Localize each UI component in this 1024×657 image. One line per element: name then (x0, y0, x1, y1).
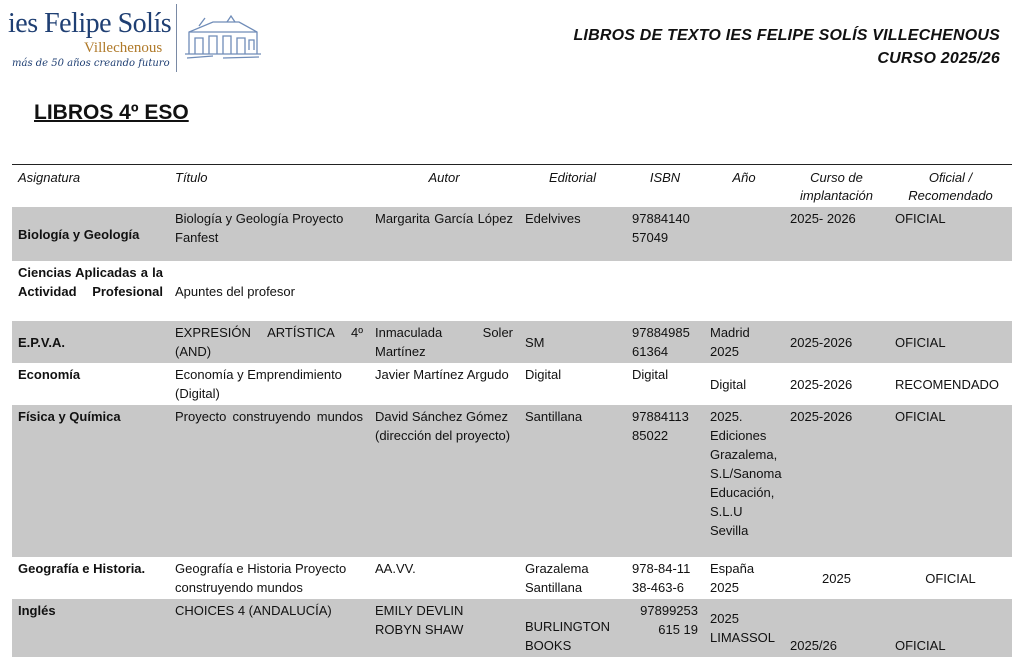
document-header (573, 24, 1000, 70)
building-sketch-icon (183, 14, 263, 60)
table-header-row (12, 165, 1012, 208)
table-row (12, 557, 1012, 599)
school-logo (8, 4, 176, 72)
cell-isbn (626, 261, 704, 321)
cell-autor: EMILY DEVLIN ROBYN SHAW (369, 599, 519, 657)
cell-titulo: Geografía e Historia Proyecto construyendo mundos (175, 561, 347, 595)
cell-oficial: OFICIAL (925, 570, 976, 586)
school-place: Villechenous (84, 40, 163, 56)
cell-titulo: Proyecto construyendo mundos (169, 405, 369, 557)
col-anio: Año (704, 165, 784, 208)
col-isbn: ISBN (626, 165, 704, 208)
cell-editorial: Grazalema Santillana (525, 561, 589, 595)
cell-isbn: 97884113 85022 (626, 405, 704, 557)
cell-autor: Margarita García López (369, 207, 519, 261)
cell-titulo: CHOICES 4 (ANDALUCÍA) (169, 599, 369, 657)
cell-curso: 2025/26 (784, 599, 889, 657)
cell-autor: Javier Martínez Argudo (375, 367, 509, 382)
cell-anio (704, 207, 784, 261)
cell-asignatura: E.P.V.A. (12, 321, 169, 363)
cell-autor (369, 261, 519, 321)
cell-isbn: 97899253 615 19 (626, 599, 704, 657)
col-autor: Autor (369, 165, 519, 208)
cell-asignatura: Inglés (12, 599, 169, 657)
logo-divider (176, 4, 177, 72)
books-table (12, 164, 1012, 657)
cell-asignatura: Biología y Geología (12, 207, 169, 261)
table-row (12, 363, 1012, 405)
cell-isbn: 97884140 57049 (626, 207, 704, 261)
cell-oficial: RECOMENDADO (895, 376, 1000, 392)
col-editorial: Editorial (519, 165, 626, 208)
cell-asignatura: Geografía e Historia. (18, 561, 146, 576)
cell-editorial (519, 261, 626, 321)
cell-editorial: Edelvives (519, 207, 626, 261)
cell-curso: 2025-2026 (790, 376, 853, 392)
cell-curso: 2025-2026 (784, 321, 889, 363)
cell-titulo: EXPRESIÓN ARTÍSTICA 4º (AND) (169, 321, 369, 363)
cell-oficial: OFICIAL (889, 207, 1012, 261)
cell-anio: Madrid 2025 (704, 321, 784, 363)
cell-editorial: Santillana (519, 405, 626, 557)
header-line-2: CURSO 2025/26 (877, 50, 1000, 67)
col-oficial: Oficial / Recomendado (889, 165, 1012, 208)
cell-curso: 2025 (822, 570, 851, 586)
cell-oficial: OFICIAL (889, 321, 1012, 363)
cell-autor: AA.VV. (375, 561, 416, 576)
cell-anio: 2025 LIMASSOL (704, 599, 784, 657)
cell-editorial: Digital (525, 367, 562, 382)
cell-titulo: Economía y Emprendimiento (Digital) (175, 367, 342, 401)
col-curso: Curso de implantación (784, 165, 889, 208)
cell-editorial: BURLINGTON BOOKS (519, 599, 626, 657)
cell-anio (704, 261, 784, 321)
cell-editorial: SM (519, 321, 626, 363)
cell-anio: 2025. Ediciones Grazalema, S.L/Sanoma Educación, S.L.U Sevilla (704, 405, 784, 557)
cell-isbn: 978-84-11 38-463-6 (632, 561, 691, 595)
table-row (12, 321, 1012, 363)
cell-oficial (889, 261, 1012, 321)
header-line-1: LIBROS DE TEXTO IES FELIPE SOLÍS VILLECHENOUS (573, 27, 1000, 44)
school-tagline: más de 50 años creando futuro (12, 58, 170, 69)
cell-anio: España 2025 (710, 561, 755, 595)
col-titulo: Título (169, 165, 369, 208)
col-asignatura: Asignatura (12, 165, 169, 208)
cell-oficial: OFICIAL (889, 405, 1012, 557)
table-row (12, 261, 1012, 321)
cell-titulo: Biología y Geología Proyecto Fanfest (169, 207, 369, 261)
cell-curso: 2025-2026 (784, 405, 889, 557)
cell-oficial: OFICIAL (889, 599, 1012, 657)
cell-autor: Inmaculada Soler Martínez (369, 321, 519, 363)
cell-anio: Digital (710, 376, 747, 392)
table-row (12, 405, 1012, 557)
cell-titulo: Apuntes del profesor (175, 283, 295, 299)
cell-isbn: Digital (632, 367, 669, 382)
cell-curso: 2025- 2026 (784, 207, 889, 261)
cell-curso (784, 261, 889, 321)
table-row (12, 207, 1012, 261)
section-title: LIBROS 4º ESO (34, 101, 189, 124)
cell-isbn: 97884985 61364 (626, 321, 704, 363)
cell-autor: David Sánchez Gómez (dirección del proyecto) (369, 405, 519, 557)
school-name: ies Felipe Solís (8, 8, 172, 39)
cell-asignatura: Economía (18, 367, 81, 382)
cell-asignatura: Física y Química (12, 405, 169, 557)
cell-asignatura: Ciencias Aplicadas a la Actividad Profesional (18, 265, 163, 299)
table-row (12, 599, 1012, 657)
